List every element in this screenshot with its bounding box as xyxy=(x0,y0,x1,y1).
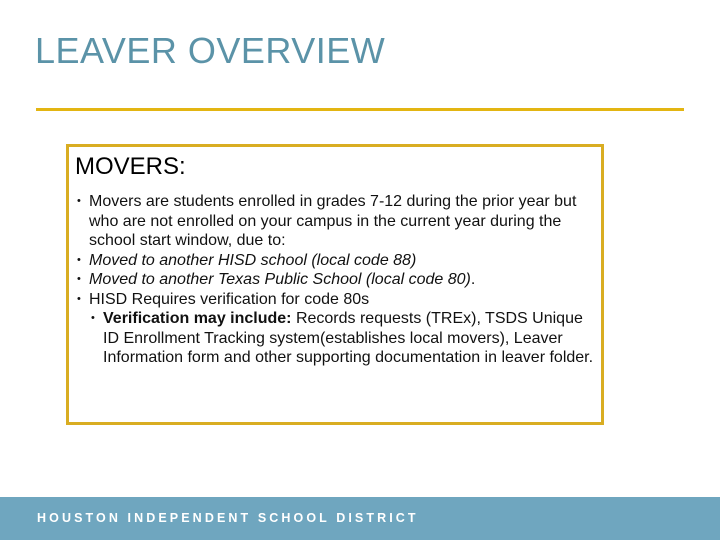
movers-box xyxy=(66,144,604,425)
bullet-suffix: . xyxy=(470,271,476,288)
bullet-icon: • xyxy=(91,312,95,324)
bullet-bold-prefix: Verification may include: xyxy=(103,310,292,327)
bullet-text: Movers are students enrolled in grades 7-12 during the prior year but who are not enrolled on your campus in the current year during the school start window, due to: xyxy=(89,193,577,249)
footer-district-name: HOUSTON INDEPENDENT SCHOOL DISTRICT xyxy=(37,511,419,525)
bullet-icon: • xyxy=(77,273,81,285)
sub-list-item xyxy=(91,309,597,368)
title-divider xyxy=(36,108,684,111)
box-heading: MOVERS: xyxy=(75,153,186,180)
bullet-text: Moved to another HISD school (local code 88) xyxy=(89,251,417,269)
bullet-text: Moved to another Texas Public School (local code 80) xyxy=(89,271,471,288)
footer-bar xyxy=(0,497,720,540)
bullet-icon: • xyxy=(77,195,81,207)
list-item xyxy=(77,270,597,290)
bullet-icon: • xyxy=(77,253,81,266)
bullet-icon: • xyxy=(77,292,81,305)
bullet-text: HISD Requires verification for code 80s xyxy=(89,290,370,308)
bullet-list xyxy=(77,192,597,368)
list-item xyxy=(77,290,597,310)
list-item xyxy=(77,192,597,251)
bullet-text: Records requests (TREx), TSDS Unique ID Enrollment Tracking system(establishes local movers), Leaver Information form and other supporting documentation in leaver folder. xyxy=(103,310,594,366)
page-title: LEAVER OVERVIEW xyxy=(35,30,386,71)
list-item xyxy=(77,251,597,271)
